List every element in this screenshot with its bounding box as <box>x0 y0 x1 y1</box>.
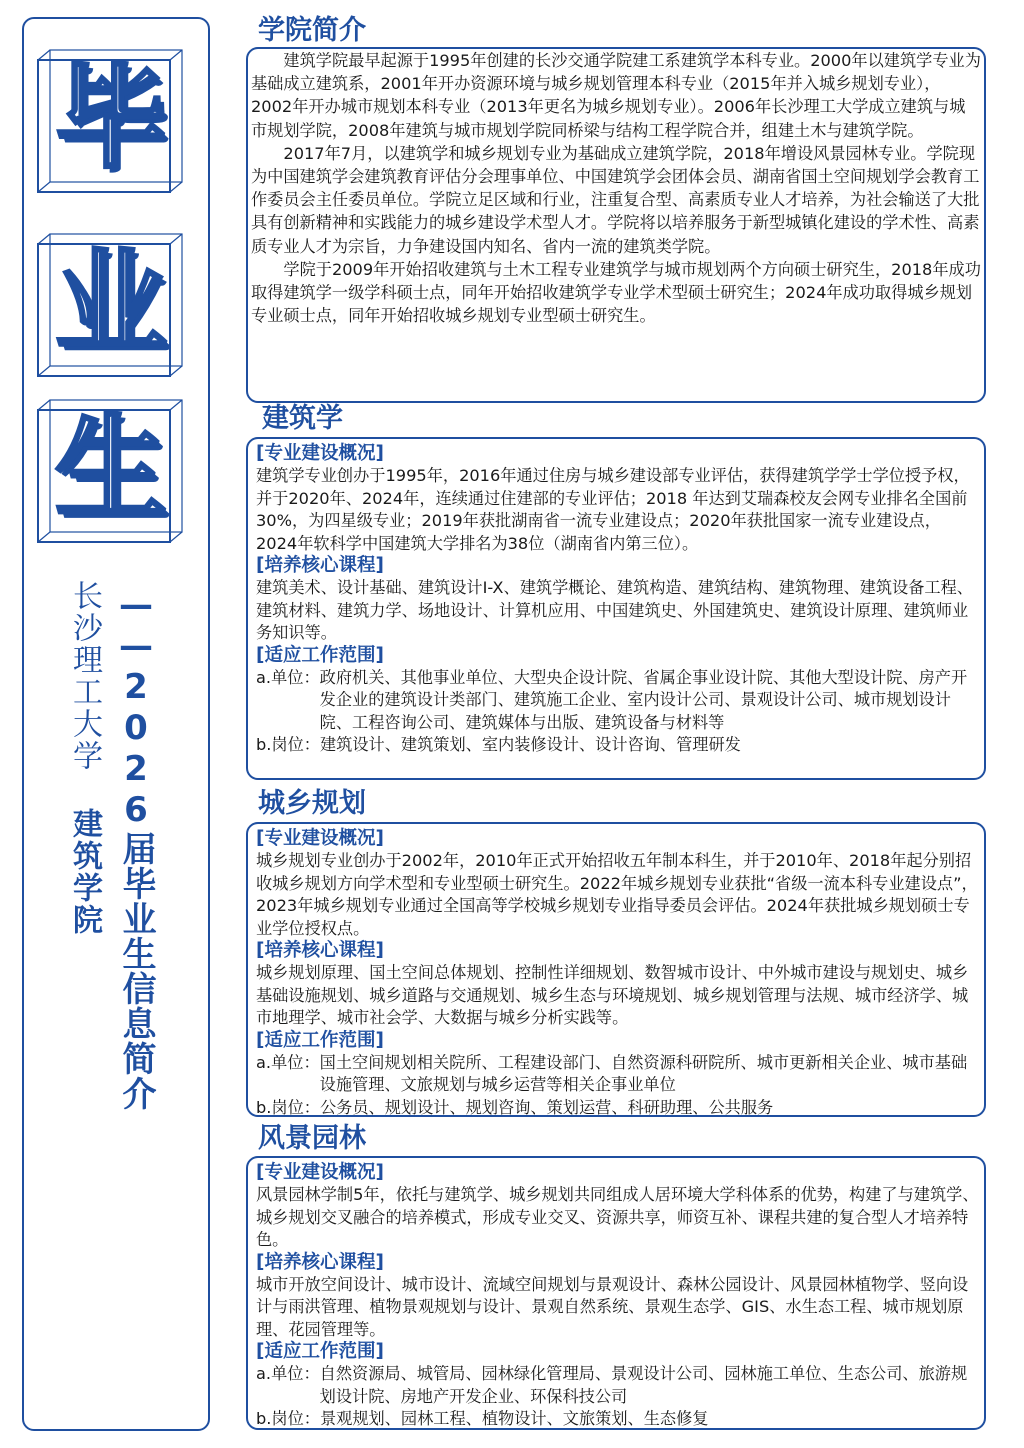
university-name: 长沙理工大学 <box>67 580 102 772</box>
posts-label: b.岗位： <box>256 735 320 754</box>
graduate-char-box-3 <box>36 398 186 548</box>
graduate-char-box-2 <box>36 232 186 382</box>
big-char-ye: 业 <box>55 238 167 368</box>
overview-text: 城乡规划专业创办于2002年，2010年正式开始招收五年制本科生，并于2010年、2018年起分别招收城乡规划方向学术型和专业型硕士研究生。2022年城乡规划专业获批“省级一流本科专业建设点”，2023年城乡规划专业通过全国高等学校城乡规划专业指导委员会评估。2024年获批城乡规划硕士专业学位授权点。 <box>256 851 978 938</box>
courses-heading: [培养核心课程] <box>256 555 384 576</box>
units-row <box>256 1363 980 1408</box>
jobs-heading: [适应工作范围] <box>256 1341 384 1362</box>
intro-body <box>251 49 981 327</box>
units-label: a.单位： <box>256 1364 320 1383</box>
landscape-body <box>256 1162 980 1431</box>
units-label: a.单位： <box>256 1052 320 1072</box>
units-row <box>256 1052 980 1097</box>
courses-text: 城乡规划原理、国土空间总体规划、控制性详细规划、数智城市设计、中外城市建设与规划史、城乡基础设施规划、城乡道路与交通规划、城乡生态与环境规划、城乡规划管理与法规、城市经济学、城市地理学、城市社会学、大数据与城乡分析实践等。 <box>256 963 969 1027</box>
units-value: 政府机关、其他事业单位、大型央企设计院、省属企事业设计院、其他大型设计院、房产开发企业的建筑设计类部门、建筑施工企业、室内设计公司、景观设计公司、城市规划设计院、工程咨询公司、建筑媒体与出版、建筑设备与材料等 <box>319 667 968 732</box>
document-title: ——2026届毕业生信息简介 <box>116 585 156 1111</box>
posts-row <box>256 1097 980 1120</box>
intro-card <box>246 47 986 403</box>
units-row <box>256 667 980 735</box>
landscape-section-title: 风景园林 <box>258 1123 366 1154</box>
architecture-body <box>256 443 980 757</box>
courses-text: 城市开放空间设计、城市设计、流域空间规划与景观设计、森林公园设计、风景园林植物学、竖向设计与雨洪管理、植物景观规划与设计、景观自然系统、景观生态学、GIS、水生态工程、城市规划原理、花园管理等。 <box>256 1274 969 1339</box>
planning-body <box>256 828 980 1119</box>
planning-section-title: 城乡规划 <box>258 788 366 819</box>
overview-heading: [专业建设概况] <box>256 1162 384 1183</box>
posts-value: 建筑设计、建筑策划、室内装修设计、设计咨询、管理研发 <box>319 735 741 754</box>
big-char-sheng: 生 <box>55 404 167 534</box>
college-name: 建筑学院 <box>67 808 102 936</box>
architecture-card <box>246 437 986 780</box>
overview-heading: [专业建设概况] <box>256 443 384 464</box>
units-label: a.单位： <box>256 667 320 687</box>
intro-section-title: 学院简介 <box>258 15 366 46</box>
posts-row <box>256 734 980 757</box>
posts-value: 景观规划、园林工程、植物设计、文旅策划、生态修复 <box>319 1409 709 1428</box>
planning-card <box>246 822 986 1117</box>
graduate-char-box-1 <box>36 48 186 198</box>
posts-value: 公务员、规划设计、规划咨询、策划运营、科研助理、公共服务 <box>319 1097 774 1117</box>
landscape-card <box>246 1156 986 1430</box>
jobs-heading: [适应工作范围] <box>256 644 384 666</box>
courses-heading: [培养核心课程] <box>256 940 384 961</box>
jobs-heading: [适应工作范围] <box>256 1029 384 1051</box>
overview-text: 建筑学专业创办于1995年，2016年通过住房与城乡建设部专业评估，获得建筑学学士学位授予权，并于2020年、2024年，连续通过住建部的专业评估；2018 年达到艾瑞森校友会网专业排名全国前30%，为四星级专业；2019年获批湖南省一流专业建设点；2020年获批国家一流专业建设点，2024年软科学中国建筑大学排名为38位（湖南省内第三位）。 <box>256 466 970 553</box>
architecture-section-title: 建筑学 <box>262 403 343 434</box>
intro-paragraph: 学院于2009年开始招收建筑与土木工程专业建筑学与城市规划两个方向硕士研究生，2018年成功取得建筑学一级学科硕士点，同年开始招收建筑学专业学术型硕士研究生；2024年成功取得城乡规划专业硕士点，同年开始招收城乡规划专业型硕士研究生。 <box>251 259 981 326</box>
posts-label: b.岗位： <box>256 1097 320 1117</box>
units-value: 国土空间规划相关院所、工程建设部门、自然资源科研院所、城市更新相关企业、城市基础设施管理、文旅规划与城乡运营等相关企事业单位 <box>319 1052 968 1094</box>
overview-text: 风景园林学制5年，依托与建筑学、城乡规划共同组成人居环境大学科体系的优势，构建了与建筑学、城乡规划交叉融合的培养模式，形成专业交叉、资源共享，师资互补、课程共建的复合型人才培养特色。 <box>256 1185 979 1249</box>
courses-text: 建筑美术、设计基础、建筑设计I-X、建筑学概论、建筑构造、建筑结构、建筑物理、建筑设备工程、建筑材料、建筑力学、场地设计、计算机应用、中国建筑史、外国建筑史、建筑设计原理、建筑师业务知识等。 <box>256 578 973 642</box>
intro-paragraph: 建筑学院最早起源于1995年创建的长沙交通学院建工系建筑学本科专业。2000年以建筑学专业为基础成立建筑系，2001年开办资源环境与城乡规划管理本科专业（2015年并入城乡规划专业），2002年开办城市规划本科专业（2013年更名为城乡规划专业）。2006年长沙理工大学成立建筑与城市规划学院，2008年建筑与城市规划学院同桥梁与结构工程学院合并，组建土木与建筑学院。 <box>251 51 981 140</box>
units-value: 自然资源局、城管局、园林绿化管理局、景观设计公司、园林施工单位、生态公司、旅游规划设计院、房地产开发企业、环保科技公司 <box>319 1364 968 1406</box>
courses-heading: [培养核心课程] <box>256 1251 384 1273</box>
overview-heading: [专业建设概况] <box>256 828 384 849</box>
posts-label: b.岗位： <box>256 1409 320 1428</box>
intro-paragraph: 2017年7月，以建筑学和城乡规划专业为基础成立建筑学院，2018年增设风景园林专业。学院现为中国建筑学会建筑教育评估分会理事单位、中国建筑学会团体会员、湖南省国土空间规划学会教育工作委员会主任委员单位。学院立足区域和行业，注重复合型、高素质专业人才培养，为社会输送了大批具有创新精神和实践能力的城乡建设学术型人才。学院将以培养服务于新型城镇化建设的学术性、高素质专业人才为宗旨，力争建设国内知名、省内一流的建筑类学院。 <box>251 143 980 256</box>
big-char-bi: 毕 <box>55 54 167 184</box>
posts-row <box>256 1408 980 1431</box>
